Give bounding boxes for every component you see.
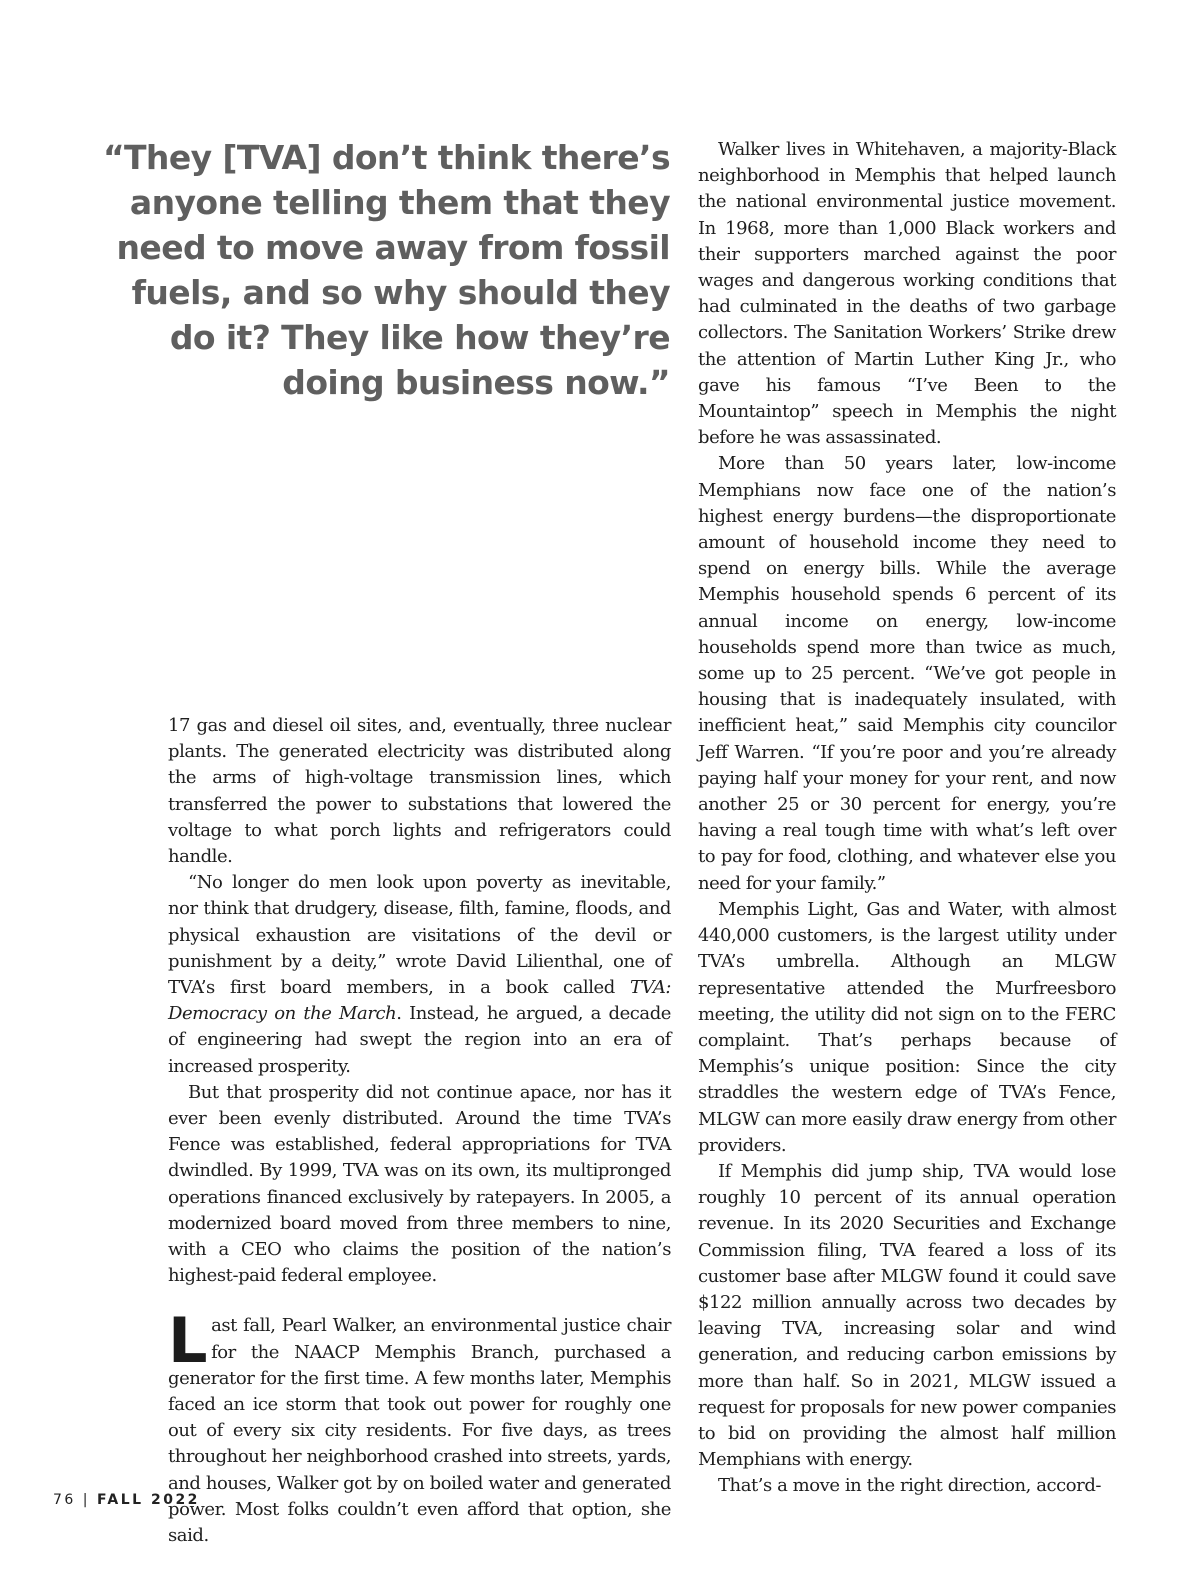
- right-text-column: [698, 137, 1116, 1500]
- page-number: 76: [53, 1492, 76, 1508]
- left-text-column: [168, 713, 671, 1549]
- body-paragraph: Memphis Light, Gas and Water, with almost 440,000 customers, is the largest utility under TVA’s umbrella. Although an MLGW representative attended the Murfreesboro meeting, the utility did not sign on to the FERC complaint. That’s perhaps because of Memphis’s unique position: Since the city straddles the western edge of TVA’s Fence, MLGW can more easily draw energy from other providers.: [698, 898, 1116, 1156]
- quote-text: “No longer do men look upon poverty as inevitable, nor think that drudgery, disease, filth, famine, floods, and physical exhaustion are visitations of the devil or punishment by a deity,” wrote David Lilienthal, one of TVA’s first board members, in a book called: [168, 872, 671, 999]
- body-paragraph: 17 gas and diesel oil sites, and, eventually, three nuclear plants. The generated electricity was distributed along the arms of high-voltage transmission lines, which transferred the power to substations that lowered the voltage to what porch lights and refrigerators could handle.: [168, 715, 671, 868]
- body-paragraph: But that prosperity did not continue apace, nor has it ever been evenly distributed. Around the time TVA’s Fence was established, federal appropriations for TVA dwindled. By 1999, TVA was on its own, its multipronged operations financed exclusively by ratepayers. In 2005, a modernized board moved from three members to nine, with a CEO who claims the position of the nation’s highest-paid federal employee.: [168, 1081, 671, 1287]
- issue-label: FALL 2022: [96, 1492, 200, 1508]
- footer-separator: |: [82, 1492, 90, 1508]
- body-paragraph: More than 50 years later, low-income Memphians now face one of the nation’s highest energy burdens—the disproportionate amount of household income they need to spend on energy bills. While the average Memphis household spends 6 percent of its annual income on energy, low-income households spend more than twice as much, some up to 25 percent. “We’ve got people in housing that is inadequately insulated, with inefficient heat,” said Memphis city councilor Jeff Warren. “If you’re poor and you’re already paying half your money for your rent, and now another 25 or 30 percent for energy, you’re having a real tough time with what’s left over to pay for food, clothing, and whatever else you need for your family.”: [698, 453, 1116, 894]
- body-paragraph: Walker lives in Whitehaven, a majority-Black neighborhood in Memphis that helped launch the national environmental justice movement. In 1968, more than 1,000 Black workers and their supporters marched against the poor wages and dangerous working conditions that had culminated in the deaths of two garbage collectors. The Sanitation Workers’ Strike drew the attention of Martin Luther King Jr., who gave his famous “I’ve Been to the Mountaintop” speech in Memphis the night before he was assassinated.: [698, 139, 1116, 449]
- section-opening-paragraph: [168, 1304, 671, 1549]
- drop-cap: L: [168, 1304, 208, 1378]
- quote-continuation: . Instead, he argued, a decade of engineering had swept the region into an era of increased prosperity.: [168, 1003, 671, 1077]
- pull-quote: “They [TVA] don’t think there’s anyone telling them that they need to move away from fossil fuels, and so why should they do it? They like how they’re doing business now.”: [102, 138, 670, 402]
- book-title: TVA: Democracy on the March: [168, 977, 671, 1025]
- body-paragraph: [168, 870, 671, 1080]
- body-paragraph: If Memphis did jump ship, TVA would lose roughly 10 percent of its annual operation revenue. In its 2020 Securities and Exchange Commission filing, TVA feared a loss of its customer base after MLGW found it could save $122 million annually across two decades by leaving TVA, increasing solar and wind generation, and reducing carbon emissions by more than half. So in 2021, MLGW issued a request for proposals for new power companies to bid on providing the almost half million Memphians with energy.: [698, 1160, 1116, 1471]
- page-footer: [53, 1492, 200, 1508]
- body-paragraph: That’s a move in the right direction, accord-: [718, 1475, 1102, 1497]
- section-opening-text: ast fall, Pearl Walker, an environmental justice chair for the NAACP Memphis Branch, purchased a generator for the first time. A few months later, Memphis faced an ice storm that took out power for roughly one out of every six city residents. For five days, as trees throughout her neighborhood crashed into streets, yards, and houses, Walker got by on boiled water and generated power. Most folks couldn’t even afford that option, she said.: [168, 1315, 671, 1547]
